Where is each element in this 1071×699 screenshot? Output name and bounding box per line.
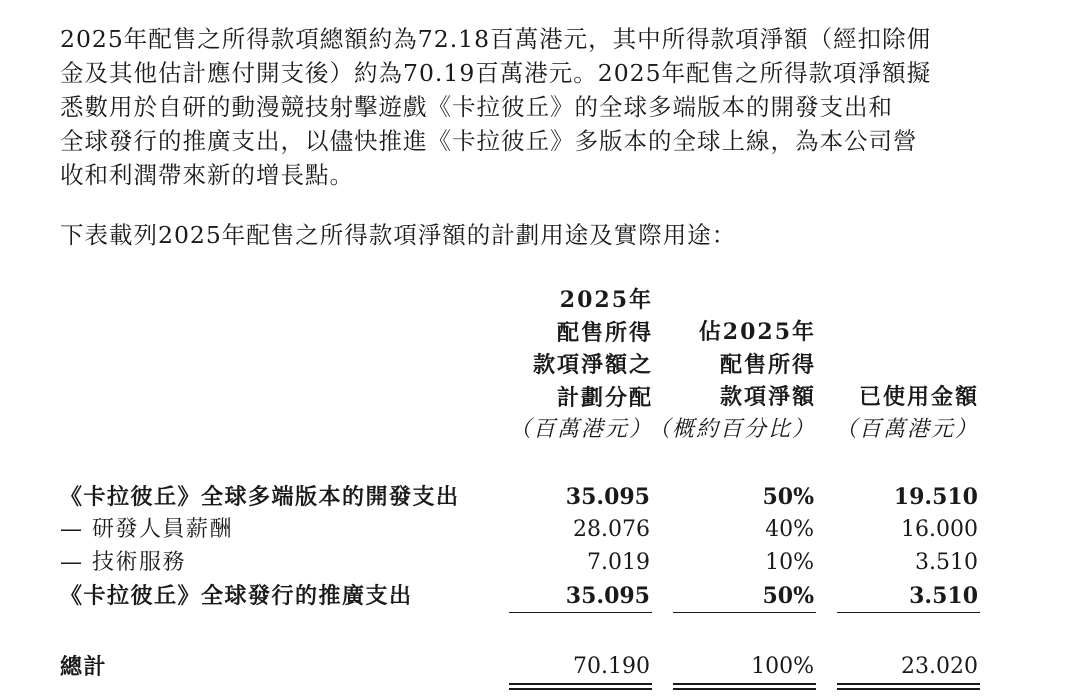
column-header-line: 配售所得 <box>719 351 816 378</box>
column-header-percentage <box>648 316 816 446</box>
column-header-line: 佔2025年 <box>698 319 816 345</box>
table-row <box>60 514 980 546</box>
cell-planned: 28.076 <box>573 517 650 542</box>
subtotal-rule <box>837 612 980 613</box>
cell-used: 19.510 <box>893 484 978 510</box>
cell-used: 3.510 <box>915 550 978 575</box>
table-row <box>60 481 980 513</box>
paragraph-line: 2025年配售之所得款項總額約為72.18百萬港元，其中所得款項淨額（經扣除佣 <box>60 25 932 53</box>
table-intro-paragraph <box>60 218 1000 252</box>
total-used: 23.020 <box>901 654 978 679</box>
paragraph-line: 收和利潤帶來新的增長點。 <box>60 161 354 189</box>
column-header-line: 款項淨額之 <box>532 352 653 378</box>
column-header-line: 計劃分配 <box>556 384 653 411</box>
column-unit: （概約百分比） <box>647 416 816 442</box>
cell-planned: 35.095 <box>565 583 650 609</box>
cell-used: 16.000 <box>901 517 978 542</box>
column-unit: （百萬港元） <box>508 417 653 442</box>
total-double-rule <box>509 683 652 690</box>
subtotal-rule <box>509 612 652 613</box>
paragraph-line: 金及其他估計應付開支後）約為70.19百萬港元。2025年配售之所得款項淨額擬 <box>60 59 932 87</box>
cell-planned: 7.019 <box>587 550 650 575</box>
row-label: 《卡拉彼丘》全球多端版本的開發支出 <box>60 484 460 510</box>
total-planned: 70.190 <box>573 654 650 679</box>
cell-used: 3.510 <box>909 583 978 609</box>
cell-planned: 35.095 <box>565 484 650 510</box>
total-row <box>60 651 980 683</box>
column-header-line: 已使用金額 <box>858 384 979 410</box>
cell-percent: 50% <box>762 583 814 609</box>
total-double-rule <box>673 683 816 690</box>
cell-percent: 10% <box>765 550 814 575</box>
table-row <box>60 580 980 612</box>
paragraph-line: 下表載列2025年配售之所得款項淨額的計劃用途及實際用途： <box>60 221 737 249</box>
total-double-rule <box>837 683 980 690</box>
column-unit: （百萬港元） <box>834 416 979 442</box>
paragraph-line: 悉數用於自研的動漫競技射擊遊戲《卡拉彼丘》的全球多端版本的開發支出和 <box>60 93 893 121</box>
intro-paragraph <box>60 22 1000 192</box>
total-percent: 100% <box>751 654 814 679</box>
table-row <box>60 547 980 579</box>
column-header-line: 配售所得 <box>556 319 653 346</box>
column-header-line: 2025年 <box>559 287 653 313</box>
cell-percent: 40% <box>765 517 814 542</box>
column-header-planned-allocation <box>509 284 653 447</box>
subtotal-rule <box>673 612 816 613</box>
column-header-amount-used <box>835 381 979 446</box>
row-label: 《卡拉彼丘》全球發行的推廣支出 <box>60 583 413 609</box>
paragraph-line: 全球發行的推廣支出，以儘快推進《卡拉彼丘》多版本的全球上線，為本公司營 <box>60 127 918 155</box>
row-label: — 技術服務 <box>60 550 186 575</box>
total-label: 總計 <box>60 654 108 680</box>
column-header-line: 款項淨額 <box>719 384 816 410</box>
row-label: — 研發人員薪酬 <box>60 517 233 542</box>
cell-percent: 50% <box>762 484 814 510</box>
